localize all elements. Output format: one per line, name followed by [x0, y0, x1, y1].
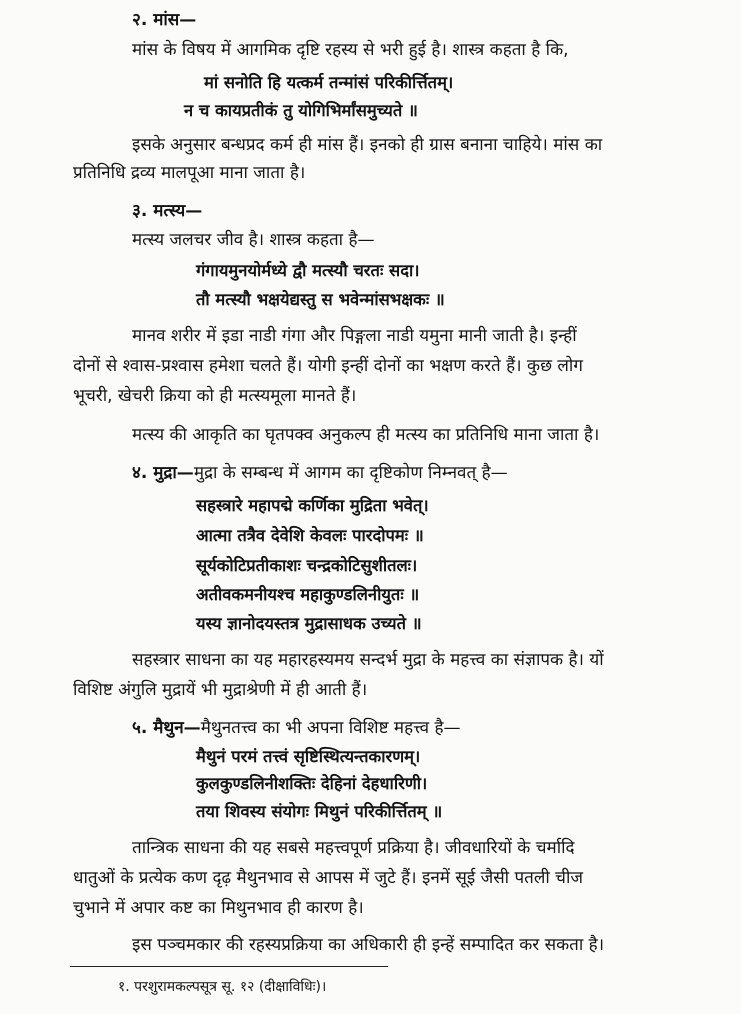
verse-line: गंगायमुनयोर्मध्ये द्वौ मत्स्यौ चरतः सदा।	[196, 261, 420, 280]
paragraph-line: इस पञ्चमकार की रहस्यप्रक्रिया का अधिकारी ही इन्हें सम्पादित कर सकता है।	[132, 935, 605, 955]
verse-line: मां सनोति हि यत्कर्म तन्मांसं परिकीर्त्तितम्।	[204, 73, 454, 92]
paragraph-line: भूचरी, खेचरी क्रिया को ही मत्स्यमूला मानते हैं।	[73, 386, 357, 406]
section-heading-matsya: ३. मत्स्य—	[132, 201, 203, 221]
paragraph-line: मत्स्य की आकृति का घृतपक्व अनुकल्प ही मत्स्य का प्रतिनिधि माना जाता है।	[132, 425, 600, 445]
section-heading-mansa: २. मांस—	[132, 10, 197, 30]
verse-line: आत्मा तत्रैव देवेशि केवलः पारदोपमः ॥	[196, 526, 424, 545]
footnote-divider	[70, 966, 388, 967]
verse-line: सूर्यकोटिप्रतीकाशः चन्द्रकोटिसुशीतलः।	[196, 556, 418, 575]
paragraph-line: इसके अनुसार बन्धप्रद कर्म ही मांस हैं। इनको ही ग्रास बनाना चाहिये। मांस का	[132, 135, 603, 155]
section-heading-label: ४. मुद्रा—	[132, 463, 194, 483]
section-heading-label: ५. मैथुन—	[132, 718, 201, 738]
verse-line: तया शिवस्य संयोगः मिथुनं परिकीर्त्तितम् ॥	[196, 802, 443, 821]
verse-line: न च कायप्रतीकं तु योगिभिर्मांसमुच्यते ॥	[184, 101, 418, 120]
paragraph-line: दोनों से श्वास-प्रश्वास हमेशा चलते हैं। योगी इन्हीं दोनों का भक्षण करते हैं। कुछ लोग	[73, 356, 583, 376]
verse-line: कुलकुण्डलिनीशक्तिः देहिनां देहधारिणी।	[196, 774, 428, 793]
paragraph-line: चुभाने में अपार कष्ट का मिथुनभाव ही कारण है।	[73, 898, 364, 918]
verse-line: यस्य ज्ञानोदयस्तत्र मुद्रासाधक उच्यते ॥	[196, 614, 422, 633]
section-heading-text: मैथुनतत्त्व का भी अपना विशिष्ट महत्त्व है—	[200, 718, 461, 738]
paragraph-line: मांस के विषय में आगमिक दृष्टि रहस्य से भरी हुई है। शास्त्र कहता है कि,	[132, 40, 569, 60]
verse-line: सहस्त्रारे महापद्मे कर्णिका मुद्रिता भवेत्।	[196, 496, 429, 515]
section-heading-text: मुद्रा के सम्बन्ध में आगम का दृष्टिकोण निम्नवत् है—	[193, 463, 508, 483]
paragraph-line: तान्त्रिक साधना की यह सबसे महत्त्वपूर्ण प्रक्रिया है। जीवधारियों के चर्मादि	[132, 838, 575, 858]
footnote: १. परशुरामकल्पसूत्र सू. १२ (दीक्षाविधिः)।	[118, 979, 327, 995]
paragraph-line: सहस्त्रार साधना का यह महारहस्यमय सन्दर्भ मुद्रा के महत्त्व का संज्ञापक है। यों	[132, 650, 604, 670]
verse-line: अतीवकमनीयश्च महाकुण्डलिनीयुतः ॥	[196, 585, 420, 604]
verse-line: तौ मत्स्यौ भक्षयेद्यस्तु स भवेन्मांसभक्षकः ॥	[196, 290, 445, 309]
paragraph-line: विशिष्ट अंगुलि मुद्रायें भी मुद्राश्रेणी में ही आती हैं।	[73, 680, 368, 700]
verse-line: मैथुनं परमं तत्त्वं सृष्टिस्थित्यन्तकारणम्।	[196, 747, 421, 766]
paragraph-line: प्रतिनिधि द्रव्य मालपूआ माना जाता है।	[73, 163, 306, 183]
paragraph-line: धातुओं के प्रत्येक कण दृढ़ मैथुनभाव से आपस में जुटे हैं। इनमें सूई जैसी पतली चीज	[73, 868, 583, 888]
paragraph-line: मानव शरीर में इडा नाडी गंगा और पिङ्गला नाडी यमुना मानी जाती है। इन्हीं	[132, 326, 577, 346]
section-heading-maithuna	[132, 716, 461, 740]
section-heading-mudra	[132, 461, 508, 485]
paragraph-line: मत्स्य जलचर जीव है। शास्त्र कहता है—	[132, 230, 375, 250]
